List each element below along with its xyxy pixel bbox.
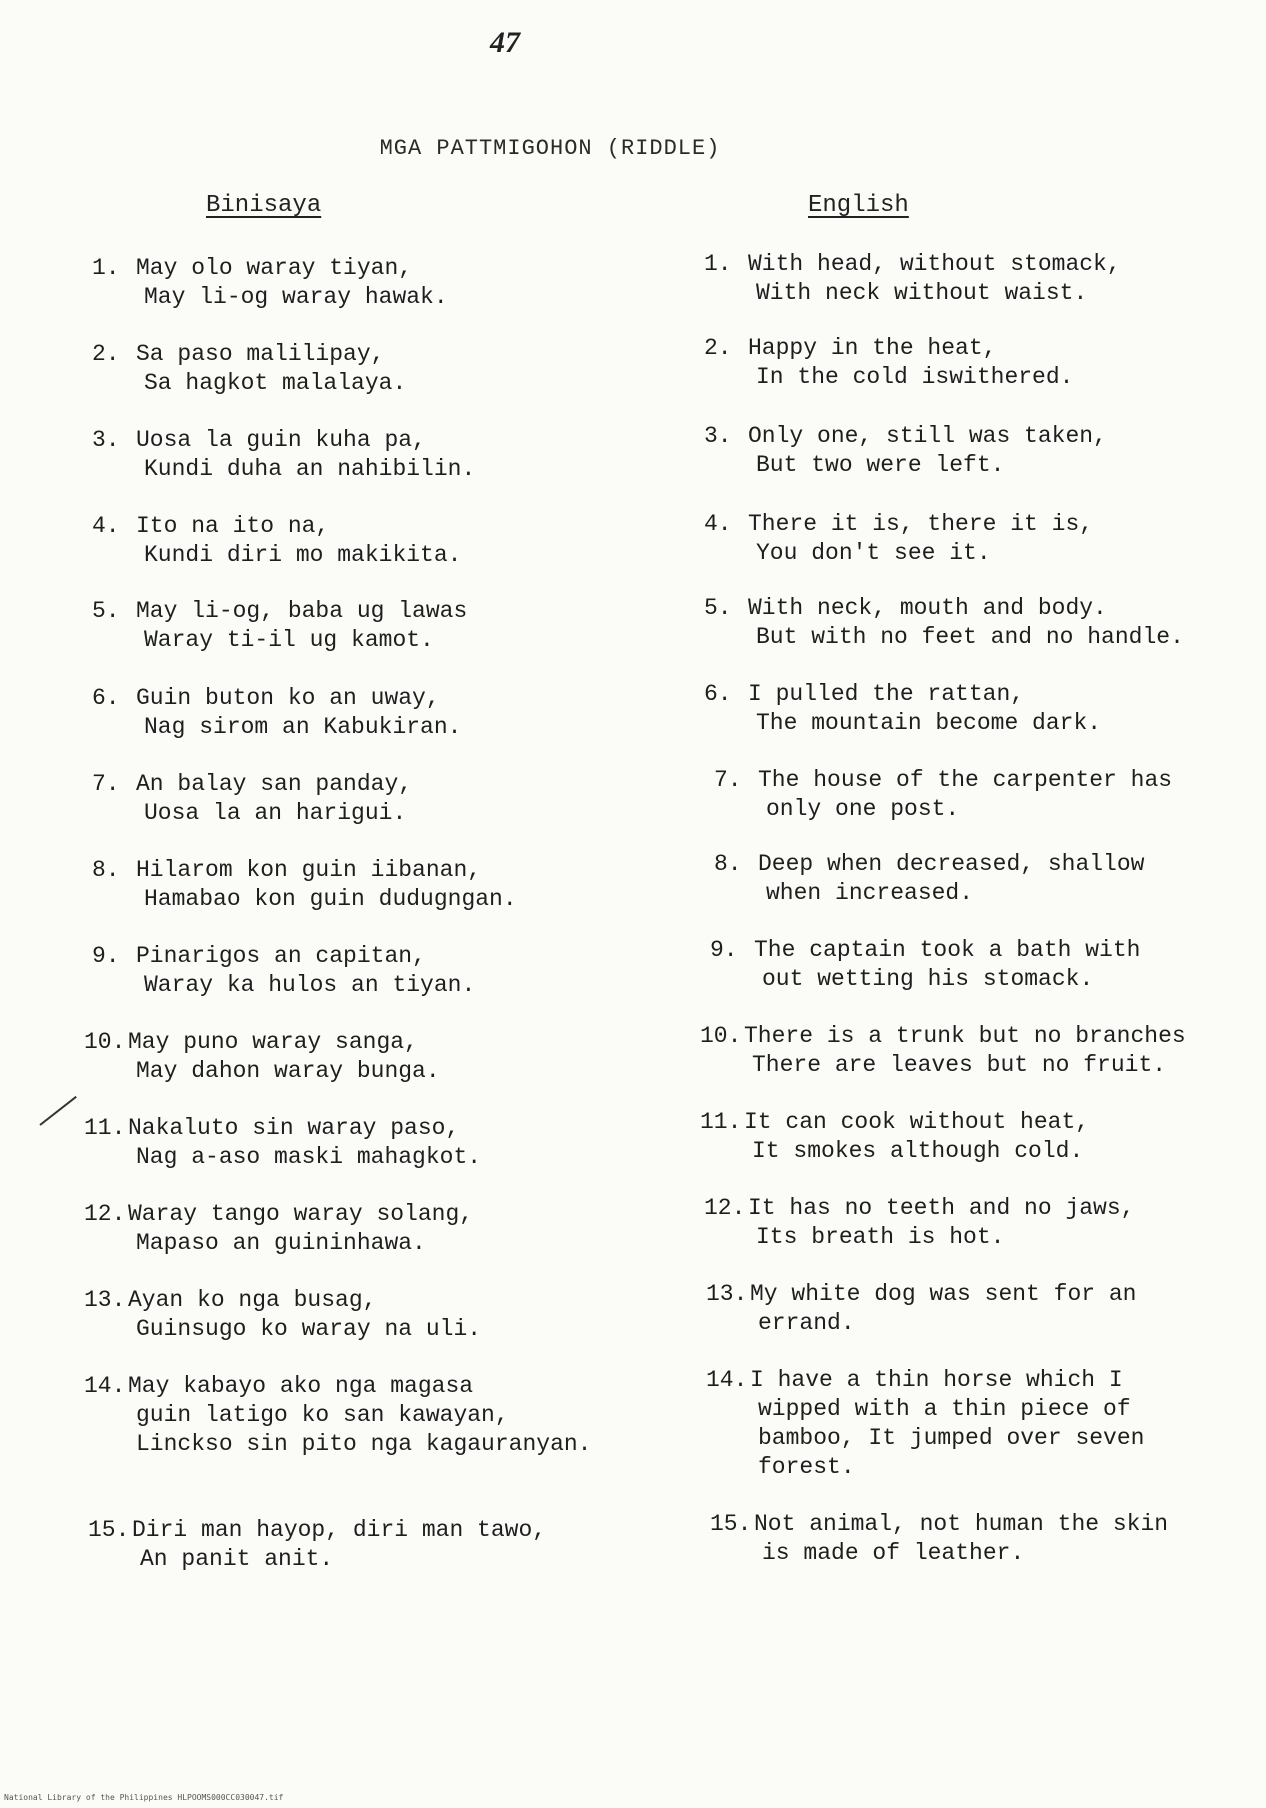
- riddle-line: [704, 279, 1121, 308]
- riddle-text: Sa paso malilipay,: [136, 341, 385, 367]
- riddle-binisaya-7: [92, 770, 412, 828]
- riddle-text: May dahon waray bunga.: [136, 1058, 440, 1084]
- riddle-text: Guinsugo ko waray na uli.: [136, 1316, 482, 1342]
- riddle-line: [706, 1424, 1144, 1453]
- riddle-text: But with no feet and no handle.: [756, 624, 1184, 650]
- riddle-line: [704, 363, 1073, 392]
- riddle-number: 2.: [92, 341, 120, 367]
- margin-pen-mark: [39, 1096, 76, 1126]
- riddle-number: 7.: [92, 771, 120, 797]
- riddle-line: [84, 1229, 473, 1258]
- riddle-text: With neck, mouth and body.: [748, 595, 1107, 621]
- header-english: English: [808, 192, 909, 219]
- riddle-line: [92, 283, 448, 312]
- riddle-text: Mapaso an guininhawa.: [136, 1230, 426, 1256]
- riddle-text: Ayan ko nga busag,: [128, 1287, 377, 1313]
- riddle-line: [704, 250, 1121, 279]
- riddle-english-1: [704, 250, 1121, 308]
- riddle-text: I pulled the rattan,: [748, 681, 1025, 707]
- riddle-number: 10.: [84, 1029, 126, 1055]
- riddle-line: [706, 1453, 1144, 1482]
- riddle-binisaya-12: [84, 1200, 473, 1258]
- riddle-number: 13.: [84, 1287, 126, 1313]
- riddle-number: 4.: [92, 513, 120, 539]
- riddle-text: There it is, there it is,: [748, 511, 1094, 537]
- riddle-line: [92, 512, 461, 541]
- riddle-line: [704, 451, 1107, 480]
- riddle-text: Uosa la guin kuha pa,: [136, 427, 426, 453]
- riddle-line: [710, 936, 1140, 965]
- riddle-text: May olo waray tiyan,: [136, 255, 413, 281]
- riddle-line: [700, 1108, 1089, 1137]
- riddle-english-10: [700, 1022, 1186, 1080]
- riddle-line: [92, 254, 448, 283]
- riddle-text: My white dog was sent for an: [750, 1281, 1137, 1307]
- riddle-binisaya-13: [84, 1286, 481, 1344]
- riddle-line: [88, 1516, 546, 1545]
- riddle-binisaya-5: [92, 597, 467, 655]
- riddle-line: [84, 1143, 481, 1172]
- riddle-line: [706, 1366, 1144, 1395]
- riddle-line: [710, 965, 1140, 994]
- riddle-text: Ito na ito na,: [136, 513, 330, 539]
- riddle-english-4: [704, 510, 1093, 568]
- riddle-text: Only one, still was taken,: [748, 423, 1107, 449]
- riddle-line: [92, 713, 461, 742]
- riddle-line: [706, 1395, 1144, 1424]
- riddle-number: 14.: [706, 1367, 748, 1393]
- riddle-text: Nag sirom an Kabukiran.: [144, 714, 462, 740]
- riddle-line: [704, 680, 1101, 709]
- riddle-line: [706, 1309, 1136, 1338]
- riddle-text: An panit anit.: [140, 1546, 334, 1572]
- riddle-text: In the cold iswithered.: [756, 364, 1074, 390]
- riddle-line: [704, 334, 1073, 363]
- riddle-text: With head, without stomack,: [748, 251, 1121, 277]
- riddle-line: [84, 1401, 591, 1430]
- riddle-text: Kundi duha an nahibilin.: [144, 456, 476, 482]
- riddle-line: [92, 455, 475, 484]
- riddle-line: [714, 795, 1172, 824]
- riddle-binisaya-15: [88, 1516, 546, 1574]
- riddle-text: May puno waray sanga,: [128, 1029, 418, 1055]
- riddle-line: [704, 594, 1184, 623]
- riddle-text: Guin buton ko an uway,: [136, 685, 440, 711]
- riddle-number: 6.: [92, 685, 120, 711]
- riddle-text: Nakaluto sin waray paso,: [128, 1115, 460, 1141]
- riddle-english-8: [714, 850, 1144, 908]
- riddle-line: [92, 369, 406, 398]
- riddle-number: 10.: [700, 1023, 742, 1049]
- riddle-line: [84, 1372, 591, 1401]
- riddle-binisaya-2: [92, 340, 406, 398]
- page-title: MGA PATTMIGOHON (RIDDLE): [379, 136, 721, 161]
- riddle-binisaya-8: [92, 856, 517, 914]
- riddle-line: [84, 1028, 440, 1057]
- riddle-line: [704, 539, 1093, 568]
- riddle-line: [92, 799, 412, 828]
- riddle-line: [714, 850, 1144, 879]
- riddle-text: Linckso sin pito nga kagauranyan.: [136, 1431, 592, 1457]
- riddle-line: [700, 1137, 1089, 1166]
- riddle-text: I have a thin horse which I: [750, 1367, 1123, 1393]
- riddle-text: Nag a-aso maski mahagkot.: [136, 1144, 482, 1170]
- riddle-line: [92, 885, 517, 914]
- riddle-english-5: [704, 594, 1184, 652]
- riddle-line: [92, 942, 475, 971]
- riddle-line: [92, 770, 412, 799]
- riddle-number: 6.: [704, 681, 732, 707]
- riddle-number: 13.: [706, 1281, 748, 1307]
- riddle-text: May li-og, baba ug lawas: [136, 598, 468, 624]
- riddle-text: The mountain become dark.: [756, 710, 1102, 736]
- riddle-binisaya-9: [92, 942, 475, 1000]
- riddle-line: [704, 1223, 1134, 1252]
- riddle-english-7: [714, 766, 1172, 824]
- riddle-number: 11.: [84, 1115, 126, 1141]
- riddle-text: But two were left.: [756, 452, 1005, 478]
- riddle-line: [92, 541, 461, 570]
- riddle-text: There is a trunk but no branches: [744, 1023, 1186, 1049]
- riddle-binisaya-6: [92, 684, 461, 742]
- riddle-number: 5.: [92, 598, 120, 624]
- riddle-number: 5.: [704, 595, 732, 621]
- riddle-text: There are leaves but no fruit.: [752, 1052, 1167, 1078]
- riddle-line: [704, 709, 1101, 738]
- riddle-line: [92, 856, 517, 885]
- riddle-text: Waray tango waray solang,: [128, 1201, 474, 1227]
- riddle-line: [704, 510, 1093, 539]
- riddle-text: With neck without waist.: [756, 280, 1088, 306]
- riddle-text: wipped with a thin piece of: [758, 1396, 1131, 1422]
- riddle-text: May li-og waray hawak.: [144, 284, 448, 310]
- riddle-number: 12.: [704, 1195, 746, 1221]
- riddle-text: Diri man hayop, diri man tawo,: [132, 1517, 547, 1543]
- riddle-text: guin latigo ko san kawayan,: [136, 1402, 509, 1428]
- riddle-line: [92, 597, 467, 626]
- riddle-text: only one post.: [766, 796, 960, 822]
- riddle-line: [714, 766, 1172, 795]
- page-number: 47: [490, 26, 520, 59]
- riddle-line: [706, 1280, 1136, 1309]
- riddle-text: Happy in the heat,: [748, 335, 997, 361]
- riddle-text: when increased.: [766, 880, 974, 906]
- riddle-text: Sa hagkot malalaya.: [144, 370, 407, 396]
- riddle-number: 7.: [714, 767, 742, 793]
- riddle-number: 1.: [704, 251, 732, 277]
- riddle-line: [84, 1286, 481, 1315]
- riddle-line: [714, 879, 1144, 908]
- riddle-english-2: [704, 334, 1073, 392]
- riddle-text: out wetting his stomack.: [762, 966, 1094, 992]
- riddle-text: Its breath is hot.: [756, 1224, 1005, 1250]
- riddle-number: 3.: [704, 423, 732, 449]
- riddle-text: Kundi diri mo makikita.: [144, 542, 462, 568]
- riddle-line: [84, 1430, 591, 1459]
- riddle-text: Hamabao kon guin dudugngan.: [144, 886, 517, 912]
- riddle-line: [710, 1510, 1168, 1539]
- riddle-number: 4.: [704, 511, 732, 537]
- riddle-number: 12.: [84, 1201, 126, 1227]
- riddle-number: 15.: [710, 1511, 752, 1537]
- riddle-text: Hilarom kon guin iibanan,: [136, 857, 482, 883]
- riddle-text: Waray ka hulos an tiyan.: [144, 972, 476, 998]
- riddle-line: [704, 1194, 1134, 1223]
- riddle-line: [84, 1114, 481, 1143]
- riddle-binisaya-10: [84, 1028, 440, 1086]
- riddle-line: [710, 1539, 1168, 1568]
- riddle-text: You don't see it.: [756, 540, 991, 566]
- riddle-line: [704, 623, 1184, 652]
- riddle-line: [84, 1057, 440, 1086]
- riddle-line: [92, 340, 406, 369]
- riddle-text: errand.: [758, 1310, 855, 1336]
- riddle-line: [92, 426, 475, 455]
- riddle-text: forest.: [758, 1454, 855, 1480]
- riddle-number: 1.: [92, 255, 120, 281]
- riddle-binisaya-14: [84, 1372, 591, 1459]
- footer-credit: National Library of the Philippines HLPOOMS000CC030047.tif: [4, 1793, 284, 1802]
- riddle-english-14: [706, 1366, 1144, 1482]
- riddle-english-15: [710, 1510, 1168, 1568]
- riddle-text: The house of the carpenter has: [758, 767, 1173, 793]
- riddle-text: It has no teeth and no jaws,: [748, 1195, 1135, 1221]
- riddle-line: [704, 422, 1107, 451]
- riddle-binisaya-11: [84, 1114, 481, 1172]
- riddle-line: [700, 1051, 1186, 1080]
- riddle-number: 3.: [92, 427, 120, 453]
- riddle-number: 8.: [714, 851, 742, 877]
- riddle-line: [84, 1200, 473, 1229]
- riddle-text: An balay san panday,: [136, 771, 413, 797]
- riddle-text: Pinarigos an capitan,: [136, 943, 426, 969]
- riddle-number: 8.: [92, 857, 120, 883]
- riddle-text: It can cook without heat,: [744, 1109, 1090, 1135]
- riddle-text: Waray ti-il ug kamot.: [144, 627, 434, 653]
- riddle-english-9: [710, 936, 1140, 994]
- riddle-number: 9.: [710, 937, 738, 963]
- header-binisaya: Binisaya: [206, 192, 322, 219]
- riddle-line: [84, 1315, 481, 1344]
- riddle-number: 11.: [700, 1109, 742, 1135]
- riddle-english-11: [700, 1108, 1089, 1166]
- riddle-text: Uosa la an harigui.: [144, 800, 407, 826]
- riddle-text: The captain took a bath with: [754, 937, 1141, 963]
- riddle-number: 15.: [88, 1517, 130, 1543]
- riddle-text: It smokes although cold.: [752, 1138, 1084, 1164]
- riddle-line: [92, 971, 475, 1000]
- riddle-text: May kabayo ako nga magasa: [128, 1373, 474, 1399]
- riddle-binisaya-3: [92, 426, 475, 484]
- riddle-english-12: [704, 1194, 1134, 1252]
- riddle-number: 9.: [92, 943, 120, 969]
- riddle-line: [92, 626, 467, 655]
- riddle-text: Not animal, not human the skin: [754, 1511, 1169, 1537]
- riddle-number: 14.: [84, 1373, 126, 1399]
- riddle-number: 2.: [704, 335, 732, 361]
- riddle-binisaya-1: [92, 254, 448, 312]
- riddle-english-13: [706, 1280, 1136, 1338]
- riddle-english-3: [704, 422, 1107, 480]
- riddle-english-6: [704, 680, 1101, 738]
- riddle-line: [700, 1022, 1186, 1051]
- riddle-text: bamboo, It jumped over seven: [758, 1425, 1145, 1451]
- riddle-binisaya-4: [92, 512, 461, 570]
- riddle-line: [88, 1545, 546, 1574]
- riddle-line: [92, 684, 461, 713]
- riddle-text: is made of leather.: [762, 1540, 1025, 1566]
- riddle-text: Deep when decreased, shallow: [758, 851, 1145, 877]
